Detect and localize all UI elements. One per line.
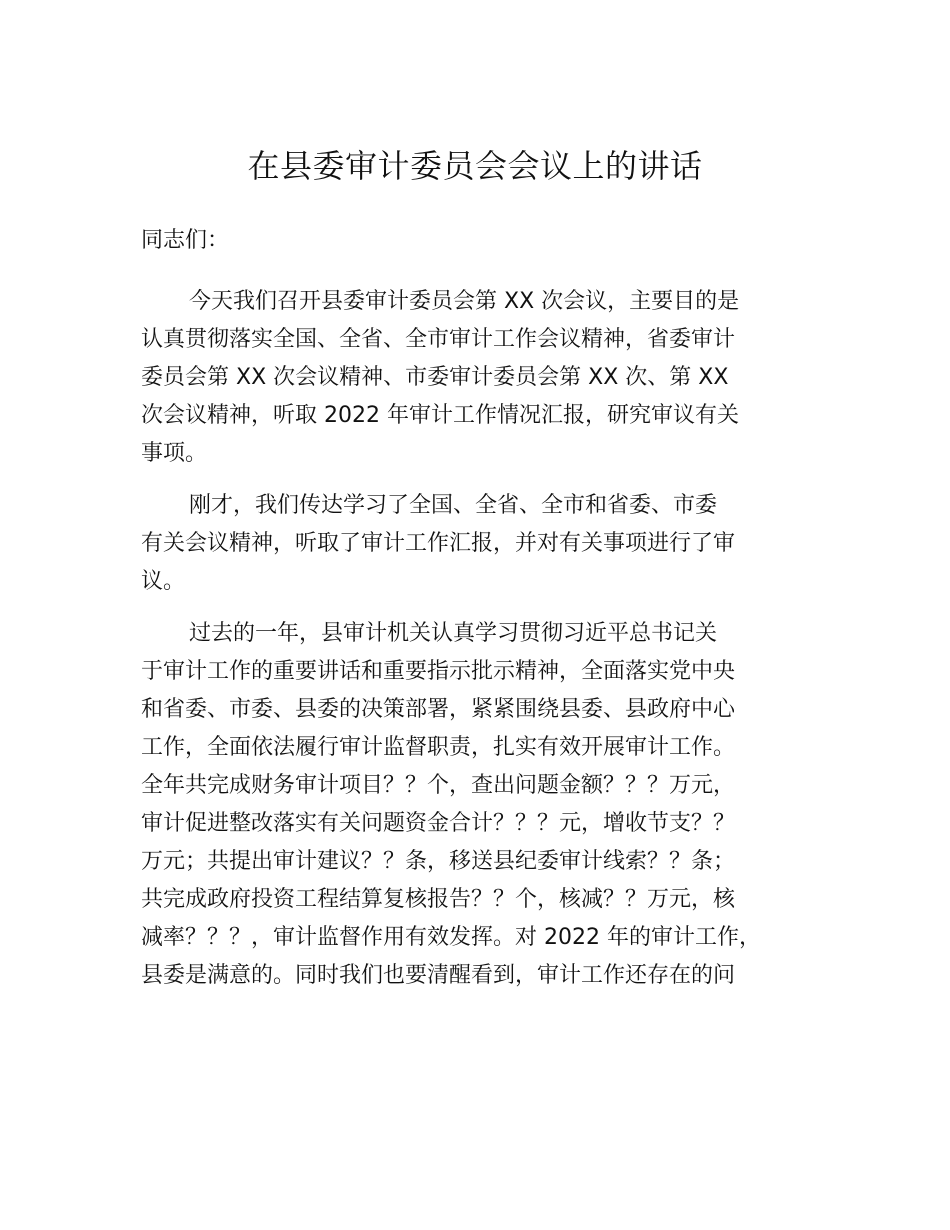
text-line: 全年共完成财务审计项目？？个，查出问题金额？？？万元， (141, 773, 736, 798)
text-line: 委员会第 XX 次会议精神、市委审计委员会第 XX 次、第 XX (141, 365, 729, 390)
text-line: 今天我们召开县委审计委员会第 XX 次会议，主要目的是 (189, 289, 740, 314)
document-body (141, 283, 831, 1009)
text-line: 次会议精神，听取 2022 年审计工作情况汇报，研究审议有关 (141, 403, 739, 428)
paragraph-1 (141, 283, 831, 473)
text-line: 万元；共提出审计建议？？条，移送县纪委审计线索？？条； (141, 849, 736, 874)
document-title: 在县委审计委员会会议上的讲话 (247, 147, 703, 185)
text-line: 县委是满意的。同时我们也要清醒看到，审计工作还存在的问 (141, 963, 736, 988)
text-line: 共完成政府投资工程结算复核报告？？个，核减？？万元，核 (141, 887, 736, 912)
text-line: 有关会议精神，听取了审计工作汇报，并对有关事项进行了审 (141, 531, 736, 556)
text-line: 议。 (141, 569, 186, 594)
text-line: 认真贯彻落实全国、全省、全市审计工作会议精神，省委审计 (141, 327, 736, 352)
text-line: 工作，全面依法履行审计监督职责，扎实有效开展审计工作。 (141, 735, 736, 760)
paragraph-3 (141, 615, 831, 995)
text-line: 和省委、市委、县委的决策部署，紧紧围绕县委、县政府中心 (141, 697, 736, 722)
text-line: 刚才，我们传达学习了全国、全省、全市和省委、市委 (189, 493, 718, 518)
text-line: 事项。 (141, 441, 208, 466)
text-line: 审计促进整改落实有关问题资金合计？？？元，增收节支？？ (141, 811, 736, 836)
text-line: 减率？？？，审计监督作用有效发挥。对 2022 年的审计工作， (141, 925, 761, 950)
salutation: 同志们： (141, 228, 230, 253)
text-line: 于审计工作的重要讲话和重要指示批示精神，全面落实党中央 (141, 659, 736, 684)
text-line: 过去的一年，县审计机关认真学习贯彻习近平总书记关 (189, 621, 718, 646)
paragraph-2 (141, 487, 831, 601)
